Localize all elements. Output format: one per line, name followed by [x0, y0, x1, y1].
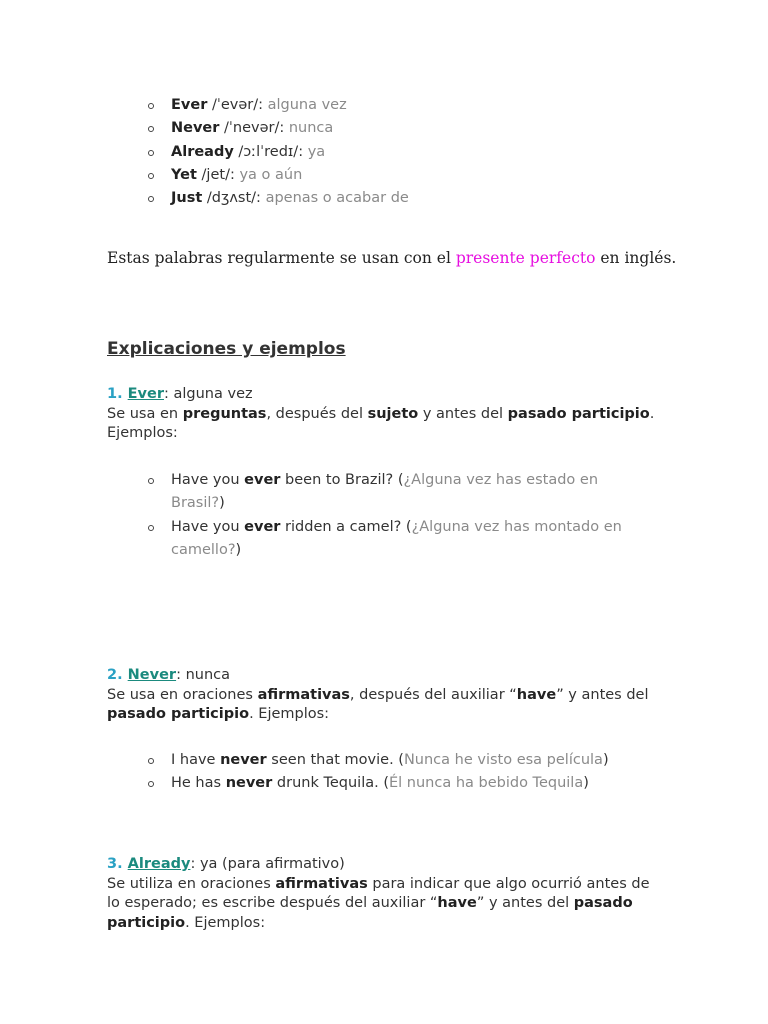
example-bold: ever [244, 518, 281, 535]
section-body [107, 686, 667, 725]
vocab-word: Ever [171, 97, 208, 113]
vocabulary-list [148, 94, 409, 210]
example-text: I have [171, 752, 221, 768]
vocab-item [148, 94, 409, 117]
vocab-ipa: /jet/: [196, 166, 240, 183]
body-bold: have [437, 895, 477, 911]
section-body [107, 875, 655, 934]
vocab-word: Just [171, 190, 203, 207]
section-gloss: : nunca [176, 667, 230, 683]
vocab-meaning: apenas o acabar de [265, 190, 409, 207]
example-bold: never [225, 775, 273, 792]
body-text: Se usa en oraciones [107, 686, 258, 703]
bullet-icon [148, 103, 154, 109]
vocab-meaning: nunca [288, 120, 334, 137]
body-text: . Ejemplos: [185, 914, 266, 931]
section-number: 1. [107, 386, 128, 402]
keyword-link[interactable]: Already [127, 856, 191, 872]
body-text: , después del [266, 405, 368, 422]
section-ever [107, 385, 667, 444]
keyword-link[interactable]: Ever [127, 386, 164, 402]
body-text: Se utiliza en oraciones [107, 875, 276, 892]
section-gloss: : ya (para afirmativo) [190, 856, 345, 872]
section-number: 2. [107, 667, 128, 683]
vocab-word: Already [171, 143, 234, 160]
section-never [107, 666, 667, 725]
section-body [107, 405, 667, 444]
intro-sentence [107, 249, 676, 267]
vocab-word: Never [171, 120, 220, 137]
body-bold: have [516, 686, 557, 703]
vocab-item [148, 164, 409, 187]
examples-never [148, 749, 708, 796]
example-text: ) [602, 752, 609, 768]
intro-highlight: presente perfecto [455, 249, 596, 267]
examples-ever [148, 469, 648, 562]
body-text: . Ejemplos: [107, 405, 655, 441]
bullet-icon [148, 758, 154, 764]
vocab-ipa: /ˈnevər/: [219, 120, 289, 137]
example-text: He has [171, 775, 226, 792]
example-text: Have you [171, 518, 245, 535]
example-bold: ever [244, 472, 281, 488]
body-text: Se usa en [107, 405, 183, 422]
section-title [107, 855, 655, 875]
section-title [107, 666, 667, 686]
body-bold: pasado participio [107, 706, 250, 722]
example-translation: ¿Alguna vez has estado en Brasil? [171, 472, 599, 512]
example-item [148, 469, 648, 516]
body-bold: pasado participio [107, 895, 633, 931]
bullet-icon [148, 781, 154, 787]
example-translation: ¿Alguna vez has montado en camello? [171, 518, 622, 558]
body-text: ” y antes del [476, 895, 574, 911]
example-text: been to Brazil? ( [280, 472, 404, 488]
vocab-meaning: ya o aún [239, 166, 303, 183]
example-text: ) [235, 541, 242, 558]
example-translation: Él nunca ha bebido Tequila [388, 775, 584, 792]
vocab-ipa: /dʒʌst/: [202, 190, 266, 207]
example-translation: Nunca he visto esa película [403, 752, 603, 768]
body-bold: preguntas [182, 405, 267, 422]
bullet-icon [148, 173, 154, 179]
keyword-link[interactable]: Never [127, 667, 177, 683]
bullet-icon [148, 196, 154, 202]
body-bold: afirmativas [275, 875, 368, 892]
section-gloss: : alguna vez [164, 386, 253, 402]
example-text: ridden a camel? ( [280, 518, 412, 535]
body-bold: sujeto [367, 405, 419, 422]
body-bold: pasado participio [507, 405, 650, 422]
body-bold: afirmativas [257, 686, 350, 703]
section-already [107, 855, 655, 933]
bullet-icon [148, 126, 154, 132]
body-text: ” y antes del [556, 686, 649, 703]
vocab-meaning: ya [307, 143, 326, 160]
example-bold: never [220, 752, 267, 768]
body-text: y antes del [418, 405, 508, 422]
intro-text: Estas palabras regularmente se usan con el [107, 249, 456, 267]
example-text: drunk Tequila. ( [272, 775, 389, 792]
vocab-item [148, 141, 409, 164]
bullet-icon [148, 525, 154, 531]
vocab-item [148, 117, 409, 140]
body-text: , después del auxiliar “ [349, 686, 517, 703]
example-text: seen that movie. ( [266, 752, 404, 768]
example-text: Have you [171, 472, 245, 488]
body-text: para indicar que algo ocurrió antes de lo esperado; es escribe después del auxiliar “ [107, 875, 650, 911]
vocab-ipa: /ɔːlˈredɪ/: [233, 143, 308, 160]
bullet-icon [148, 150, 154, 156]
vocab-word: Yet [171, 166, 197, 183]
example-item [148, 749, 708, 772]
example-item [148, 516, 648, 563]
vocab-meaning: alguna vez [267, 97, 347, 113]
intro-text-end: en inglés. [595, 249, 677, 267]
vocab-ipa: /ˈevər/: [207, 97, 268, 113]
vocab-item [148, 187, 409, 210]
section-number: 3. [107, 856, 128, 872]
example-text: ) [583, 775, 589, 792]
section-title [107, 385, 667, 405]
section-heading: Explicaciones y ejemplos [107, 339, 346, 359]
example-text: ) [219, 495, 225, 512]
body-text: . Ejemplos: [249, 706, 330, 722]
bullet-icon [148, 478, 154, 484]
example-item [148, 772, 708, 795]
